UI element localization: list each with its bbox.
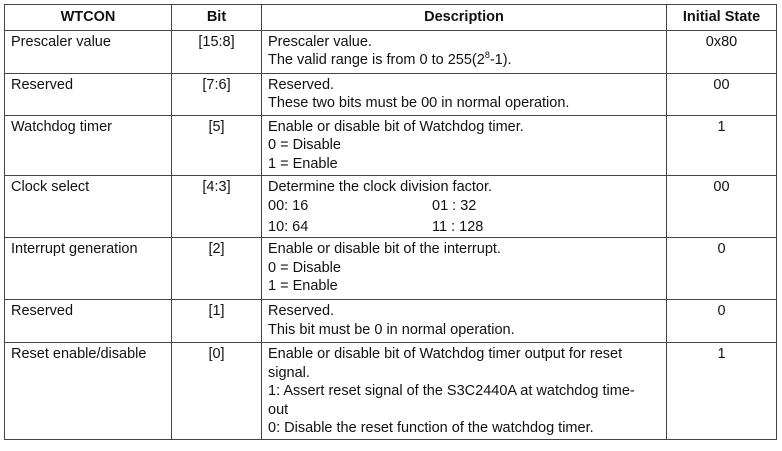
- field-name: Interrupt generation: [5, 238, 172, 300]
- description-line: 1 = Enable: [268, 278, 338, 294]
- division-options-row: [268, 197, 660, 216]
- field-bit: [5]: [172, 115, 262, 175]
- field-bit: [4:3]: [172, 175, 262, 238]
- field-bit: [15:8]: [172, 30, 262, 73]
- field-initial-state: 0: [667, 300, 777, 343]
- field-name: Reset enable/disable: [5, 343, 172, 440]
- table-row: [5, 343, 777, 440]
- description-line: 0 = Disable: [268, 137, 341, 153]
- field-description: [262, 73, 667, 115]
- field-name: Reserved: [5, 300, 172, 343]
- field-bit: [2]: [172, 238, 262, 300]
- field-initial-state: 1: [667, 343, 777, 440]
- field-bit: [0]: [172, 343, 262, 440]
- division-option: 11 : 128: [432, 218, 484, 235]
- header-bit: Bit: [172, 5, 262, 31]
- description-line: Enable or disable bit of the interrupt.: [268, 241, 501, 257]
- description-line: The valid range is from 0 to $255(2^8-1)$.: [268, 50, 512, 68]
- description-line: Determine the clock division factor.: [268, 178, 493, 195]
- table-row: [5, 115, 777, 175]
- description-line: out: [268, 401, 289, 418]
- table-row: [5, 175, 777, 238]
- division-option: 01 : 32: [432, 198, 477, 214]
- field-bit: [1]: [172, 300, 262, 343]
- field-description: [262, 175, 667, 238]
- table-row: [5, 30, 777, 73]
- field-initial-state: 1: [667, 115, 777, 175]
- description-line: 1 = Enable: [268, 155, 338, 172]
- description-line: Enable or disable bit of Watchdog timer output for reset: [268, 346, 623, 362]
- field-name: Reserved: [5, 73, 172, 115]
- field-description: [262, 343, 667, 440]
- field-description: [262, 30, 667, 73]
- superscript: 8: [484, 50, 490, 61]
- field-description: [262, 238, 667, 300]
- field-initial-state: 00: [667, 175, 777, 238]
- field-bit: [7:6]: [172, 73, 262, 115]
- description-line: These two bits must be 00 in normal operation.: [268, 95, 570, 111]
- description-line: This bit must be 0 in normal operation.: [268, 321, 515, 338]
- table-row: [5, 73, 777, 115]
- table-row: [5, 300, 777, 343]
- field-initial-state: 00: [667, 73, 777, 115]
- field-initial-state: 0: [667, 238, 777, 300]
- header-wtcon: WTCON: [5, 5, 172, 31]
- description-line: Reserved.: [268, 76, 335, 93]
- description-line: Enable or disable bit of Watchdog timer.: [268, 118, 524, 135]
- division-option: 00: 16: [268, 198, 309, 214]
- wtcon-register-table: [4, 4, 777, 440]
- field-initial-state: 0x80: [667, 30, 777, 73]
- description-line: 1: Assert reset signal of the S3C2440A at watchdog time-: [268, 383, 635, 399]
- field-name: Watchdog timer: [5, 115, 172, 175]
- field-description: [262, 115, 667, 175]
- header-description: Description: [262, 5, 667, 31]
- description-line: 0: Disable the reset function of the watchdog timer.: [268, 420, 594, 436]
- description-line: 0 = Disable: [268, 259, 341, 276]
- description-line: signal.: [268, 364, 310, 381]
- division-options-row: [268, 218, 660, 237]
- field-description: [262, 300, 667, 343]
- table-row: [5, 238, 777, 300]
- field-name: Prescaler value: [5, 30, 172, 73]
- description-line: Reserved.: [268, 303, 335, 319]
- field-name: Clock select: [5, 175, 172, 238]
- header-row: [5, 5, 777, 31]
- division-option: 10: 64: [268, 218, 309, 235]
- description-line: Prescaler value.: [268, 33, 372, 50]
- header-initial-state: Initial State: [667, 5, 777, 31]
